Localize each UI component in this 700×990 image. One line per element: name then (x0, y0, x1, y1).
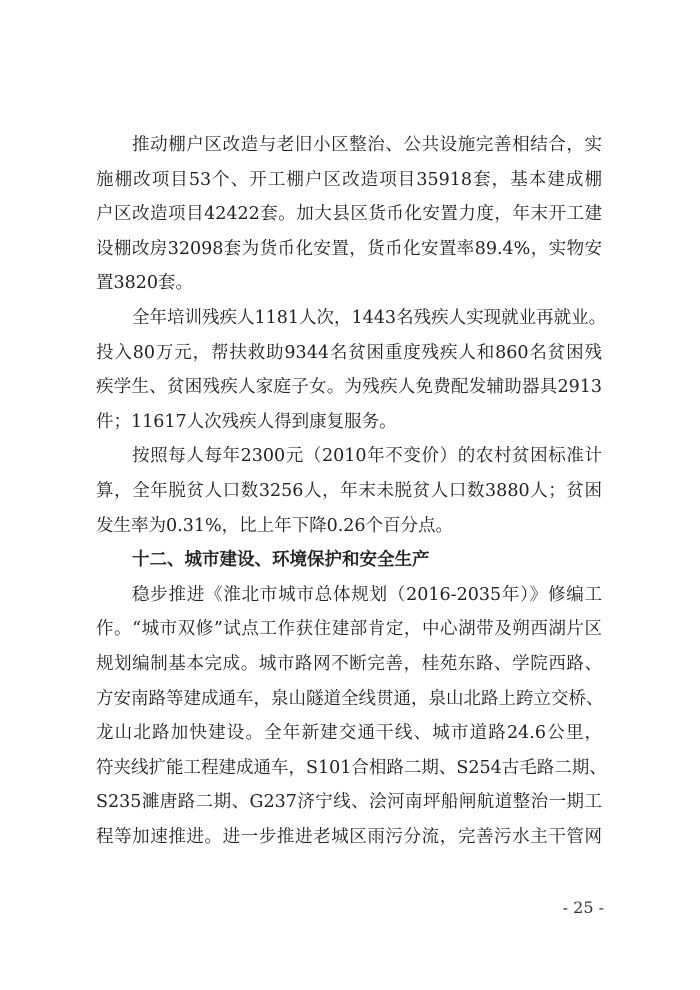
text-line: 件；11617人次残疾人得到康复服务。 (96, 411, 397, 432)
text-line: 全年培训残疾人1181人次，1443名残疾人实现就业再就业。 (132, 307, 607, 328)
text-line: 作。“城市双修”试点工作获住建部肯定，中心湖带及朔西湖片区 (96, 619, 602, 640)
text-line: 户区改造项目42422套。加大县区货币化安置力度，年末开工建 (96, 204, 602, 225)
page-number: - 25 - (562, 898, 604, 917)
text-line: 置3820套。 (96, 273, 194, 294)
section-heading: 十二、城市建设、环境保护和安全生产 (132, 550, 430, 571)
text-line: 算，全年脱贫人口数3256人，年末未脱贫人口数3880人；贫困 (96, 480, 602, 501)
text-line: 符夹线扩能工程建成通车，S101合相路二期、S254古毛路二期、 (96, 757, 607, 778)
text-line: 施棚改项目53个、开工棚户区改造项目35918套，基本建成棚 (96, 169, 602, 190)
text-line: 程等加速推进。进一步推进老城区雨污分流，完善污水主干管网 (96, 826, 602, 847)
text-line: 推动棚户区改造与老旧小区整治、公共设施完善相结合，实 (132, 135, 602, 155)
text-line: 按照每人每年2300元（2010年不变价）的农村贫困标准计 (132, 446, 602, 467)
text-line: 方安南路等建成通车，泉山隧道全线贯通，泉山北路上跨立交桥、 (96, 688, 604, 709)
text-line: 设棚改房32098套为货币化安置，货币化安置率89.4%，实物安 (96, 238, 602, 259)
text-line: 投入80万元，帮扶救助9344名贫困重度残疾人和860名贫困残 (96, 342, 602, 363)
text-line: 稳步推进《淮北市城市总体规划（2016-2035年）》修编工 (132, 584, 602, 605)
text-line: 疾学生、贫困残疾人家庭子女。为残疾人免费配发辅助器具2913 (96, 377, 602, 398)
text-line: 发生率为0.31%，比上年下降0.26个百分点。 (96, 515, 454, 536)
body-text (96, 128, 607, 854)
text-line: S235濉唐路二期、G237济宁线、浍河南坪船闸航道整治一期工 (96, 792, 602, 813)
text-line: 龙山北路加快建设。全年新建交通干线、城市道路24.6公里， (96, 723, 602, 744)
text-line: 规划编制基本完成。城市路网不断完善，桂苑东路、学院西路、 (96, 653, 602, 674)
